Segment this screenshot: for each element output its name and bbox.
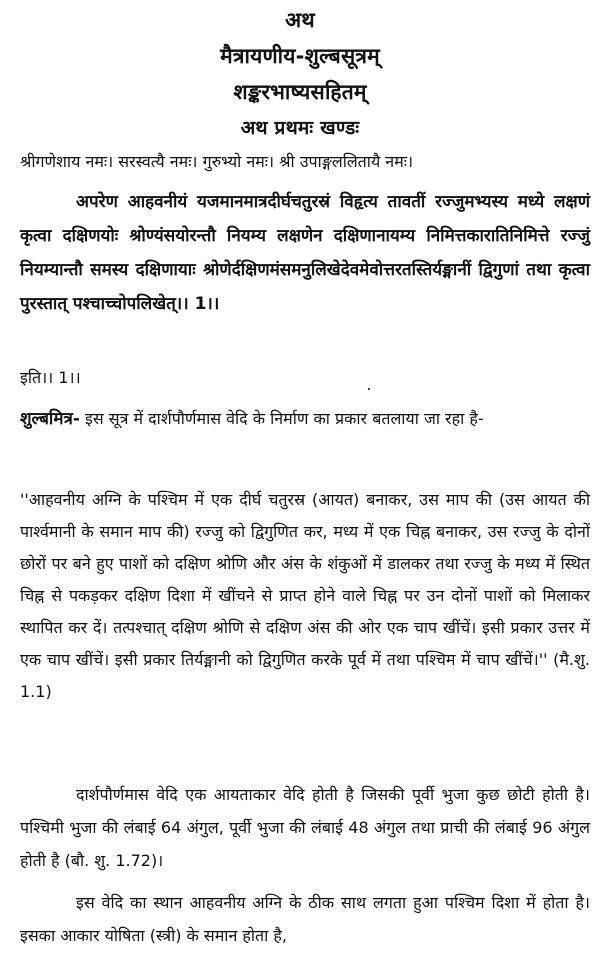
sutra-text: अपरेण आहवनीयं यजमानमात्रदीर्घचतुरस्रं विहृत्य तावतीं रज्जुमभ्यस्य मध्ये लक्षणं कृत्वा दक्षिणयोः श्रोण्यंसयोरन्तौ नियम्य लक्षणेन दक्षिणानायम्य निमित्तकारातिनिमित्ते रज्जुं नियम्यान्तौ समस्य दक्षिणायाः श्रोणेर्दक्षिणमंसमनुलिखेदेवमेवोत्तरतस्तिर्यङ्मानीं द्विगुणां तथा कृत्वा पुरस्तात् पश्चाच्चोपलिखेत्।। 1।। xyxy=(20,192,590,314)
commentary-label: शुल्बमित्र- xyxy=(20,409,80,429)
commentary-quote: ''आहवनीय अग्नि के पश्चिम में एक दीर्घ चतुरस्र (आयत) बनाकर, उस माप की (उस आयत की पार्श्वमानी के समान माप की) रज्जु को द्विगुणित कर, मध्य में एक चिह्न बनाकर, उस रज्जु के दोनों छोरों पर बने हुए पाशों को दक्षिण श्रोणि और अंस के शंकुओं में डालकर तथा रज्जु के मध्य में स्थित चिह्न से पकड़कर दक्षिण दिशा में खींचने से प्राप्त होने वाले चिह्न पर उन दोनों पाशों को मिलाकर स्थापित कर दें। तत्पश्चात् दक्षिण श्रोणि से दक्षिण अंस की ओर एक चाप खींचें। इसी प्रकार उत्तर में एक चाप खींचें। इसी प्रकार तिर्यङ्मानी को द्विगुणित करके पूर्व में तथा पश्चिम में चाप खींचें।'' (मै.शु. 1.1) xyxy=(20,490,590,701)
heading-atha: अथ xyxy=(285,8,315,32)
commentary-intro xyxy=(20,403,590,435)
paragraph-vedi-shape: दार्शपौर्णमास वेदि एक आयताकार वेदि होती है जिसकी पूर्वी भुजा कुछ छोटी होती है। पश्चिमी भुजा की लंबाई 64 अंगुल, पूर्वी भुजा की लंबाई 48 अंगुल तथा प्राची की लंबाई 96 अंगुल होती है (बौ. शु. 1.72)। xyxy=(20,785,590,870)
paragraph-vedi-location: इस वेदि का स्थान आहवनीय अग्नि के ठीक साथ लगता हुआ पश्चिम दिशा में होता है। इसका आकार योषिता (स्त्री) के समान होता है, xyxy=(20,893,590,945)
iti-marker: इति।। 1।। xyxy=(20,368,81,387)
stray-mark xyxy=(368,388,370,390)
commentary-text: इस सूत्र में दार्शपौर्णमास वेदि के निर्माण का प्रकार बतलाया जा रहा है- xyxy=(79,409,484,428)
heading-subtitle: शङ्करभाष्यसहितम् xyxy=(233,80,367,104)
invocation-line: श्रीगणेशाय नमः। सरस्वत्यै नमः। गुरुभ्यो नमः। श्री उपाङ्गललितायै नमः। xyxy=(20,152,414,171)
heading-section: अथ प्रथमः खण्डः xyxy=(240,117,360,139)
heading-title: मैत्रायणीय-शुल्बसूत्रम् xyxy=(220,44,380,68)
